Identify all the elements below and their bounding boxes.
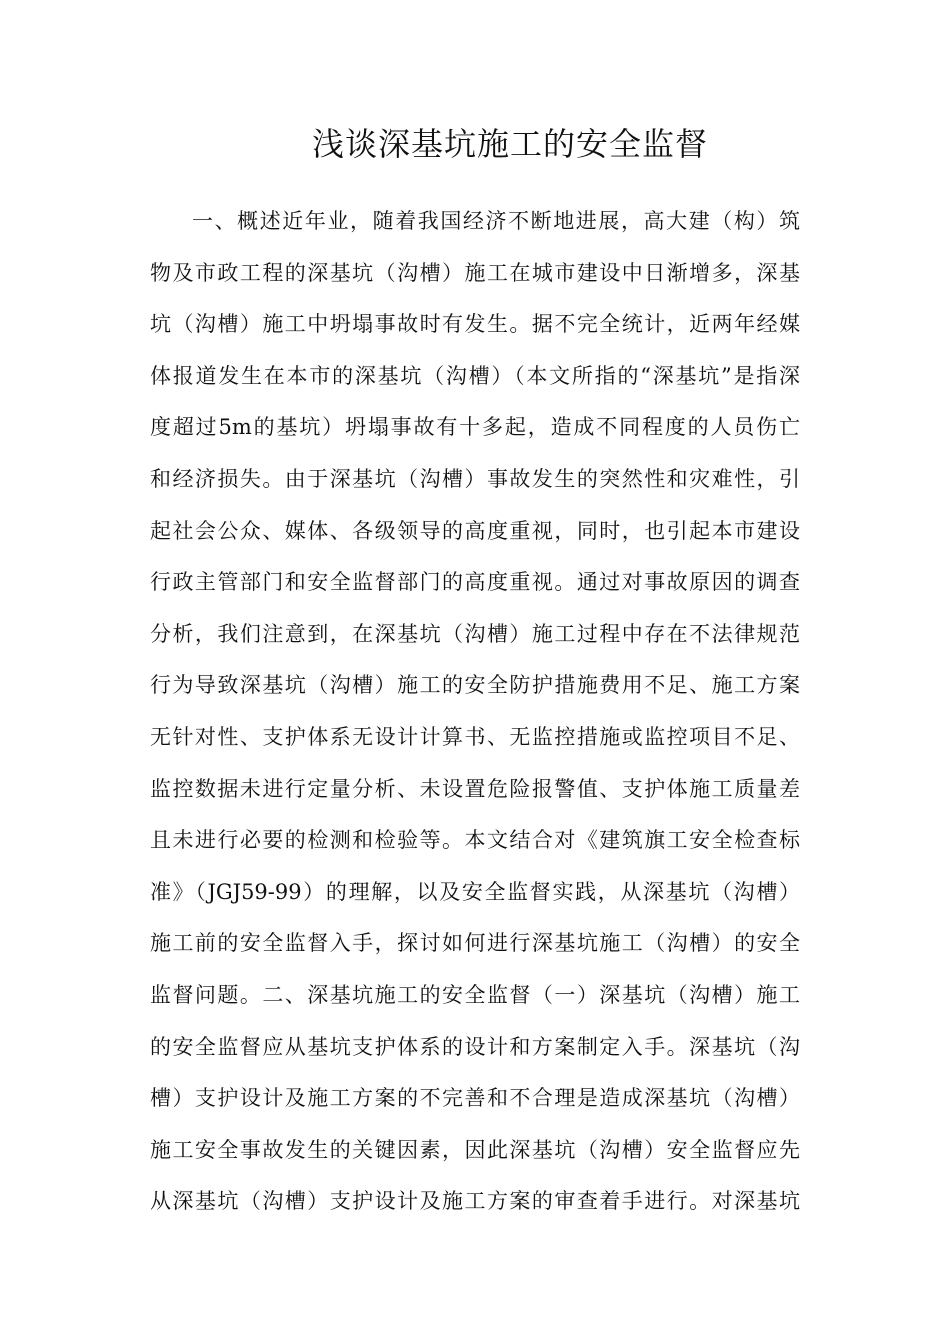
body-line: 监督问题。二、深基坑施工的安全监督（一）深基坑（沟槽）施工	[150, 982, 800, 1007]
document-title: 浅谈深基坑施工的安全监督	[311, 125, 708, 163]
body-line: 体报道发生在本市的深基坑（沟槽）（本文所指的“深基坑”是指深	[150, 363, 800, 388]
body-line: 一、概述近年业，随着我国经济不断地进展，高大建（构）筑	[192, 209, 800, 233]
body-line: 行为导致深基坑（沟槽）施工的安全防护措施费用不足、施工方案	[150, 673, 800, 698]
body-line: 监控数据未进行定量分析、未设置危险报警值、支护体施工质量差	[150, 776, 800, 801]
body-line: 物及市政工程的深基坑（沟槽）施工在城市建设中日渐增多，深基	[150, 260, 800, 285]
body-line: 起社会公众、媒体、各级领导的高度重视，同时，也引起本市建设	[150, 518, 800, 543]
body-line: 从深基坑（沟槽）支护设计及施工方案的审查着手进行。对深基坑	[150, 1189, 800, 1214]
body-line: 分析，我们注意到，在深基坑（沟槽）施工过程中存在不法律规范	[150, 621, 800, 646]
body-line: 准》（JGJ59-99）的理解，以及安全监督实践，从深基坑（沟槽）	[150, 879, 800, 904]
body-line: 且未进行必要的检测和检验等。本文结合对《建筑旗工安全检查标	[150, 828, 800, 853]
body-line: 坑（沟槽）施工中坍塌事故时有发生。据不完全统计，近两年经媒	[150, 312, 800, 337]
body-line: 槽）支护设计及施工方案的不完善和不合理是造成深基坑（沟槽）	[150, 1086, 800, 1111]
body-line: 施工前的安全监督入手，探讨如何进行深基坑施工（沟槽）的安全	[150, 931, 800, 956]
body-line: 度超过5m的基坑）坍塌事故有十多起，造成不同程度的人员伤亡	[150, 415, 800, 440]
body-line: 行政主管部门和安全监督部门的高度重视。通过对事故原因的调查	[150, 570, 800, 595]
body-line: 无针对性、支护体系无设计计算书、无监控措施或监控项目不足、	[150, 724, 800, 749]
body-line: 和经济损失。由于深基坑（沟槽）事故发生的突然性和灾难性，引	[150, 466, 800, 491]
body-line: 施工安全事故发生的关键因素，因此深基坑（沟槽）安全监督应先	[150, 1137, 800, 1162]
body-line: 的安全监督应从基坑支护体系的设计和方案制定入手。深基坑（沟	[150, 1034, 800, 1059]
document-body	[150, 196, 800, 1228]
